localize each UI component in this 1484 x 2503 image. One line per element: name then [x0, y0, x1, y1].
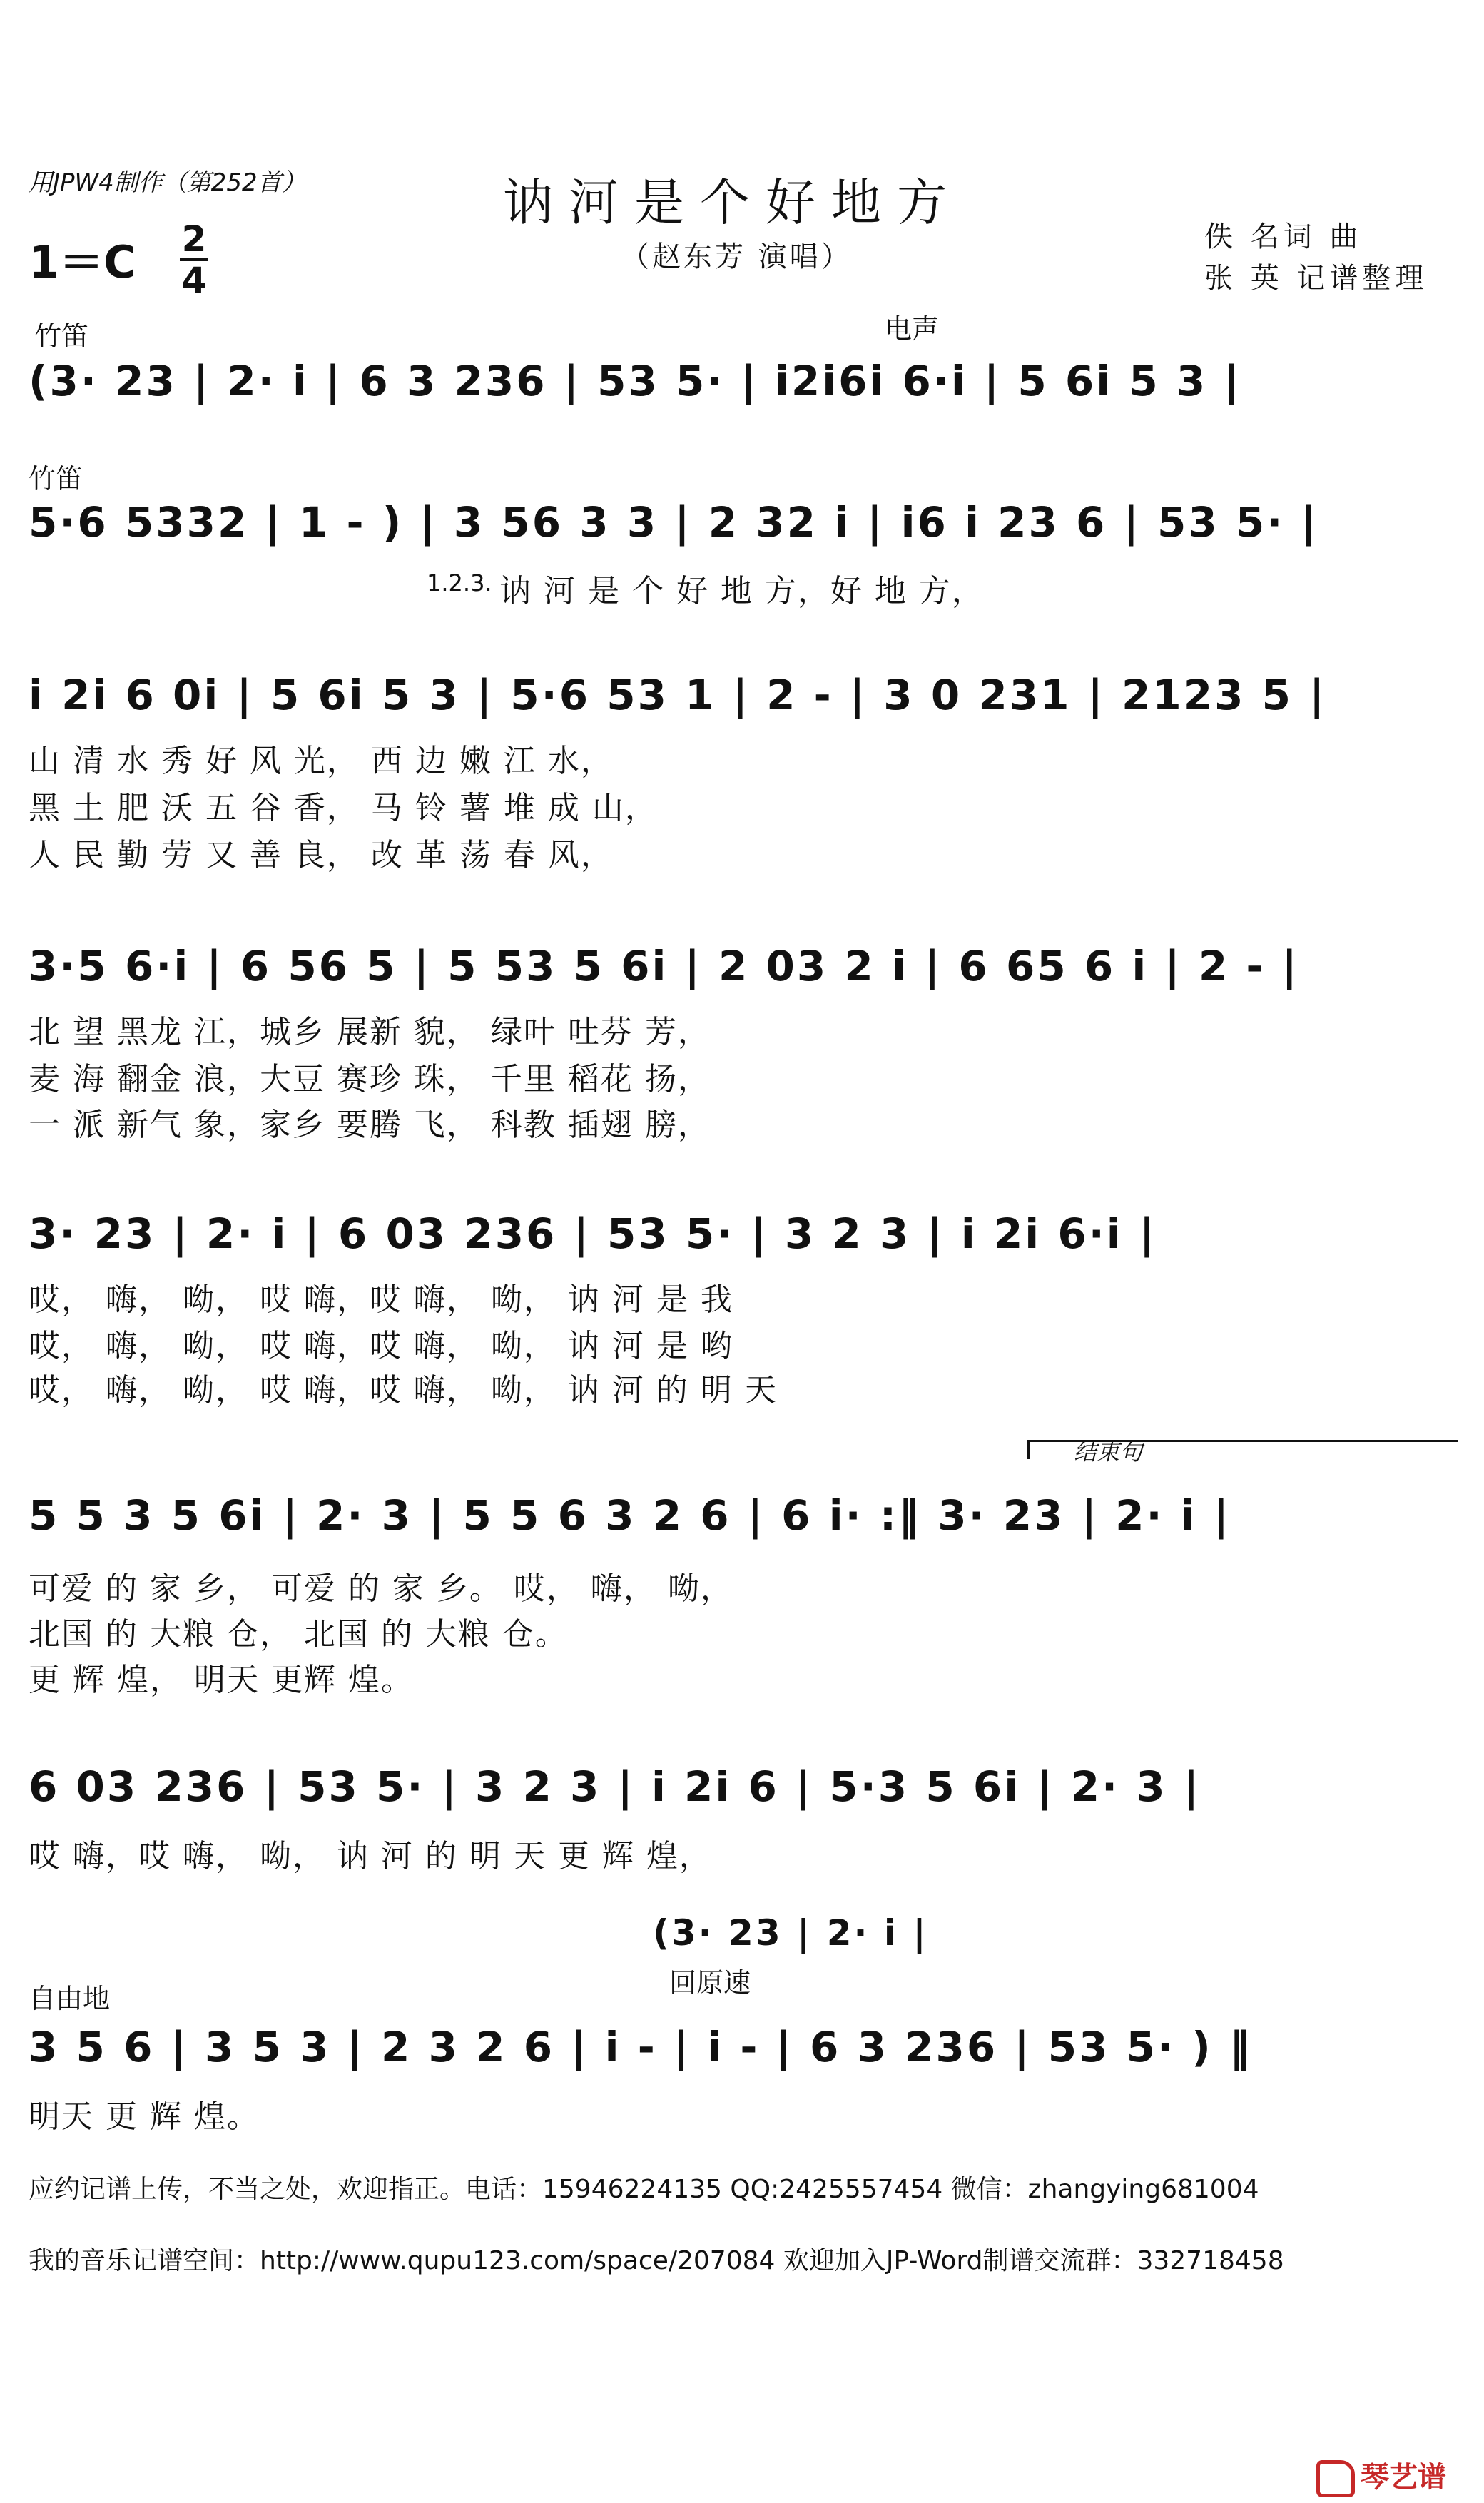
notation-system-6: 5 5 3 5 6i | 2· 3 | 5 5 6 3 2 6 | 6 i· :‖ 3· 23 | 2· i |: [29, 1491, 1231, 1540]
key-signature: 1＝C: [29, 236, 136, 288]
notation-system-8-interlude: (3· 23 | 2· i |: [653, 1912, 928, 1954]
label-electric: 电声: [885, 313, 940, 345]
label-ending: 结束句: [1074, 1438, 1143, 1466]
watermark-logo: [1316, 2454, 1446, 2497]
verse-marker: 1.2.3.: [427, 569, 492, 596]
lyric-system-8: 明天 更 辉 煌。: [29, 2098, 260, 2135]
credit-transcriber: 张 英 记谱整理: [1204, 262, 1428, 295]
lyric-system-6-verse-2: 北国 的 大粮 仓， 北国 的 大粮 仓。: [29, 1616, 568, 1652]
lyric-system-5-verse-2: 哎， 嗨， 呦， 哎 嗨，哎 嗨， 呦， 讷 河 是 哟: [29, 1328, 733, 1364]
time-signature-top: 2: [181, 218, 207, 260]
label-bamboo-flute: 竹笛: [34, 320, 89, 352]
notation-system-4: 3·5 6·i | 6 56 5 | 5 53 5 6i | 2 03 2 i | 6 65 6 i | 2 - |: [29, 942, 1299, 990]
watermark-text: 琴艺谱: [1361, 2461, 1446, 2494]
time-signature: [180, 218, 208, 301]
lyric-system-4-verse-2: 麦 海 翻金 浪，大豆 赛珍 珠， 千里 稻花 扬，: [29, 1061, 711, 1097]
notation-system-5: 3· 23 | 2· i | 6 03 236 | 53 5· | 3 2 3 | i 2i 6·i |: [29, 1209, 1157, 1258]
label-free-tempo: 自由地: [29, 1983, 111, 2014]
lyric-system-3-verse-1: 山 清 水 秀 好 风 光， 西 边 嫩 江 水，: [29, 743, 614, 779]
lyric-system-2: 讷 河 是 个 好 地 方，好 地 方，: [499, 573, 985, 609]
lyric-system-5-verse-1: 哎， 嗨， 呦， 哎 嗨，哎 嗨， 呦， 讷 河 是 我: [29, 1281, 733, 1318]
lyric-system-4-verse-1: 北 望 黑龙 江，城乡 展新 貌， 绿叶 吐芬 芳，: [29, 1014, 711, 1050]
notation-system-3: i 2i 6 0i | 5 6i 5 3 | 5·6 53 1 | 2 - | 3 0 231 | 2123 5 |: [29, 671, 1327, 719]
lyric-system-6-verse-1: 可爱 的 家 乡， 可爱 的 家 乡。 哎， 嗨， 呦，: [29, 1570, 733, 1607]
label-bamboo-flute-2: 竹笛: [29, 463, 83, 494]
notation-system-2: 5·6 5332 | 1 - ) | 3 56 3 3 | 2 32 i | i6 i 23 6 | 53 5· |: [29, 498, 1318, 547]
lyric-system-3-verse-2: 黑 土 肥 沃 五 谷 香， 马 铃 薯 堆 成 山，: [29, 790, 658, 826]
maker-note: 用JPW4制作（第252首）: [29, 168, 306, 197]
time-signature-bottom: 4: [181, 260, 207, 301]
logo-icon: [1316, 2460, 1355, 2497]
notation-system-1: (3· 23 | 2· i | 6 3 236 | 53 5· | i2i6i 6·i | 5 6i 5 3 |: [29, 357, 1241, 405]
lyric-system-5-verse-3: 哎， 嗨， 呦， 哎 嗨，哎 嗨， 呦， 讷 河 的 明 天: [29, 1372, 778, 1408]
lyric-system-4-verse-3: 一 派 新气 象，家乡 要腾 飞， 科教 插翅 膀，: [29, 1107, 711, 1143]
lyric-system-7: 哎 嗨，哎 嗨， 呦， 讷 河 的 明 天 更 辉 煌，: [29, 1838, 712, 1874]
notation-system-8: 3 5 6 | 3 5 3 | 2 3 2 6 | i - | i - | 6 3 236 | 53 5· ) ‖: [29, 2023, 1252, 2071]
label-return-tempo: 回原速: [669, 1967, 751, 1999]
lyric-system-3-verse-3: 人 民 勤 劳 又 善 良， 改 革 荡 春 风，: [29, 837, 614, 873]
song-title: 讷河是个好地方: [503, 173, 962, 232]
notation-system-7: 6 03 236 | 53 5· | 3 2 3 | i 2i 6 | 5·3 5 6i | 2· 3 |: [29, 1762, 1201, 1811]
footer-space-link[interactable]: 我的音乐记谱空间：http://www.qupu123.com/space/207084 欢迎加入JP-Word制谱交流群：332718458: [29, 2246, 1284, 2275]
lyric-system-6-verse-3: 更 辉 煌， 明天 更辉 煌。: [29, 1662, 414, 1698]
credit-lyrics-music: 佚 名词 曲: [1204, 220, 1363, 253]
footer-contact: 应约记谱上传，不当之处，欢迎指正。电话：15946224135 QQ:2425557454 微信：zhangying681004: [29, 2175, 1259, 2204]
singer-note: （赵东芳 演唱）: [621, 240, 853, 273]
